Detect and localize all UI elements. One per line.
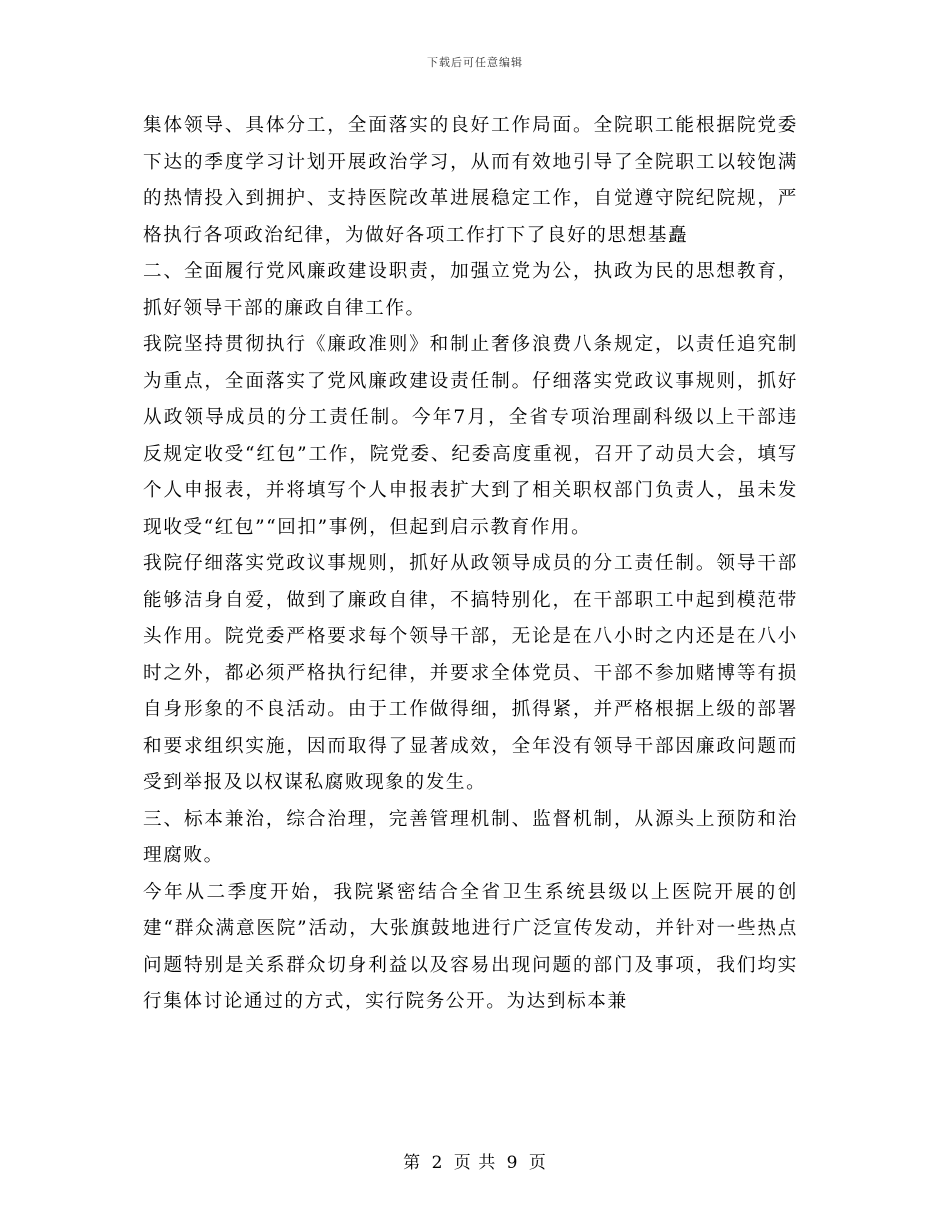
paragraph-4: 我院仔细落实党政议事规则，抓好从政领导成员的分工责任制。领导干部能够洁身自爱，做到了廉政自律，不搞特别化，在干部职工中起到模范带头作用。院党委严格要求每个领导干部，无论是在八小时之内还是在八小时之外，都必须严格执行纪律，并要求全体党员、干部不参加赌博等有损自身形象的不良活动。由于工作做得细，抓得紧，并严格根据上级的部署和要求组织实施，因而取得了显著成效，全年没有领导干部因廉政问题而受到举报及以权谋私腐败现象的发生。 (143, 553, 798, 793)
page-header: 下载后可任意编辑 (427, 56, 523, 69)
section-heading-2: 二、全面履行党风廉政建设职责，加强立党为公，执政为民的思想教育，抓好领导干部的廉政自律工作。 (143, 261, 798, 319)
page-footer (0, 1148, 950, 1173)
section-heading-3: 三、标本兼治，综合治理，完善管理机制、监督机制，从源头上预防和治理腐败。 (143, 808, 798, 866)
paragraph-6: 今年从二季度开始，我院紧密结合全省卫生系统县级以上医院开展的创建“群众满意医院”活动，大张旗鼓地进行广泛宣传发动，并针对一些热点问题特别是关系群众切身利益以及容易出现问题的部门及事项，我们均实行集体讨论通过的方式，实行院务公开。为达到标本兼 (143, 881, 798, 1012)
footer-suffix: 页 (528, 1153, 547, 1173)
paragraph-3: 我院坚持贯彻执行《廉政准则》和制止奢侈浪费八条规定，以责任追究制为重点，全面落实了党风廉政建设责任制。仔细落实党政议事规则，抓好从政领导成员的分工责任制。今年7月，全省专项治理副科级以上干部违反规定收受“红包”工作，院党委、纪委高度重视，召开了动员大会，填写个人申报表，并将填写个人申报表扩大到了相关职权部门负责人，虽未发现收受“红包”“回扣”事例，但起到启示教育作用。 (143, 334, 798, 538)
footer-page-number: 2 (431, 1153, 444, 1173)
footer-total-pages: 9 (506, 1153, 519, 1173)
footer-prefix: 第 (403, 1153, 422, 1173)
footer-middle: 页 共 (453, 1153, 497, 1173)
paragraph-1: 集体领导、具体分工，全面落实的良好工作局面。全院职工能根据院党委下达的季度学习计划开展政治学习，从而有效地引导了全院职工以较饱满的热情投入到拥护、支持医院改革进展稳定工作，自觉遵守院纪院规，严格执行各项政治纪律，为做好各项工作打下了良好的思想基矗 (143, 115, 798, 246)
document-body (143, 108, 798, 1108)
